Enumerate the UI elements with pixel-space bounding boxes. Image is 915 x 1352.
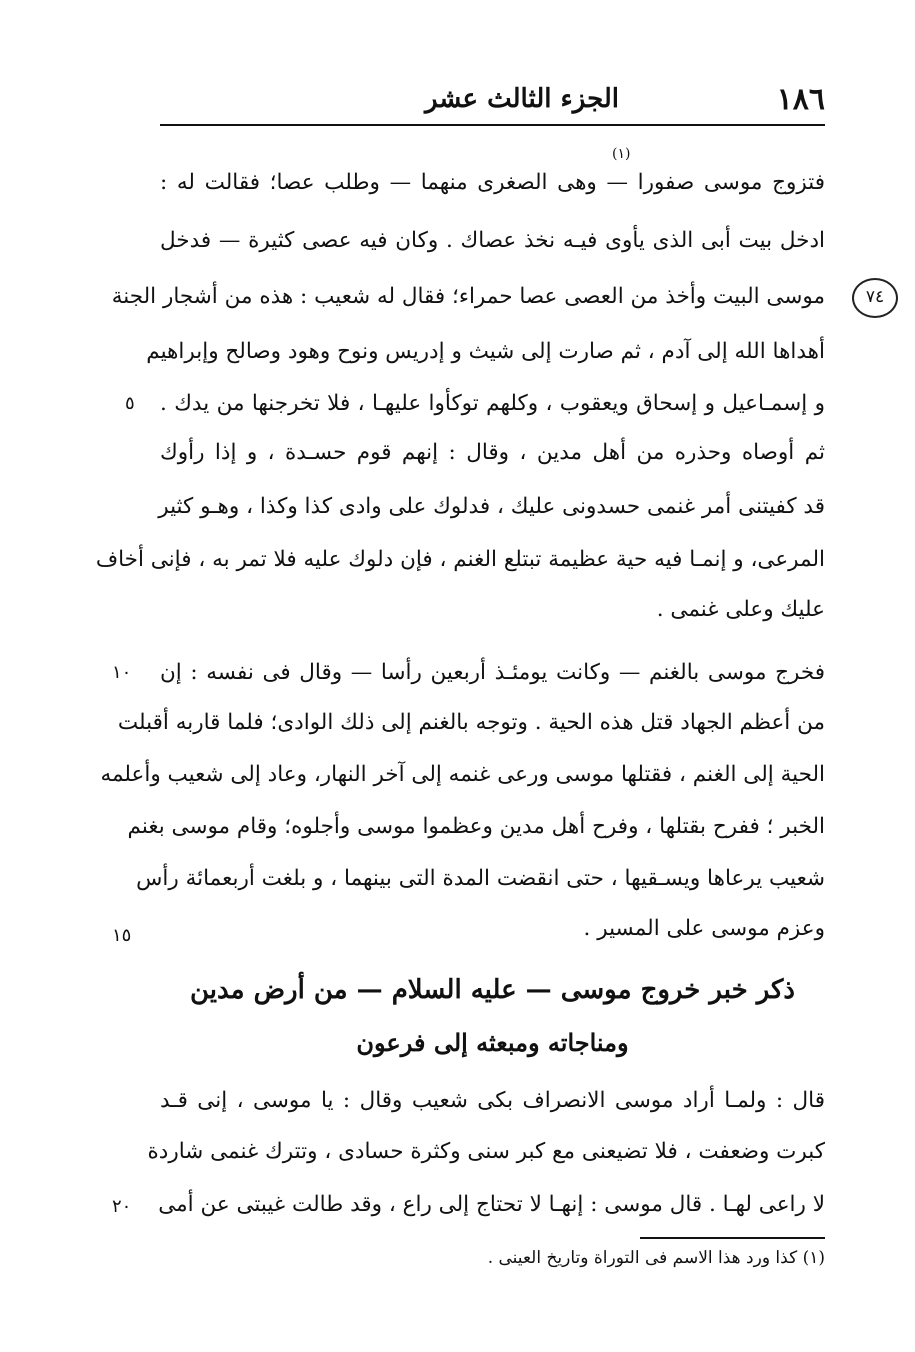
footnote-reference-mark: (١)	[612, 146, 631, 162]
body-line: ثم أوصاه وحذره من أهل مدين ، وقال : إنهم قوم حسـدة ، و إذا رأوك	[160, 440, 825, 465]
line-number-20: ٢٠	[112, 1196, 132, 1217]
body-line: قد كفيتنى أمر غنمى حسدونى عليك ، فدلوك على وادى كذا وكذا ، وهـو كثير	[158, 494, 825, 519]
body-line: موسى البيت وأخذ من العصى عصا حمراء؛ فقال له شعيب : هذه من أشجار الجنة	[111, 284, 825, 309]
header-rule	[160, 124, 825, 126]
body-line: الخبر ؛ ففرح بقتلها ، وفرح أهل مدين وعظموا موسى وأجلوه؛ وقام موسى بغنم	[127, 814, 825, 839]
body-line: الحية إلى الغنم ، فقتلها موسى ورعى غنمه إلى آخر النهار، وعاد إلى شعيب وأعلمه	[100, 762, 825, 787]
line-number-15: ١٥	[112, 925, 132, 946]
body-line: كبرت وضعفت ، فلا تضيعنى مع كبر سنى وكثرة حسادى ، وتترك غنمى شاردة	[147, 1139, 825, 1164]
body-line: المرعى، و إنمـا فيه حية عظيمة تبتلع الغنم ، فإن دلوك عليه فلا تمر به ، فإنى أخاف	[95, 547, 825, 572]
line-number-5: ٥	[125, 393, 135, 414]
body-line: لا راعى لهـا . قال موسى : إنهـا لا تحتاج إلى راع ، وقد طالت غيبتى عن أمى	[158, 1192, 825, 1217]
running-title: الجزء الثالث عشر	[425, 84, 620, 114]
page-number: ١٨٦	[776, 82, 825, 117]
body-line: و إسمـاعيل و إسحاق ويعقوب ، وكلهم توكأوا عليهـا ، فلا تخرجنها من يدك .	[160, 391, 825, 416]
section-heading: ذكر خبر خروج موسى — عليه السلام — من أرض مدين	[189, 975, 796, 1005]
section-subheading: ومناجاته ومبعثه إلى فرعون	[356, 1028, 629, 1057]
body-line: فخرج موسى بالغنم — وكانت يومئـذ أربعين رأسا — وقال فى نفسه : إن	[160, 660, 825, 685]
body-line: من أعظم الجهاد قتل هذه الحية . وتوجه بالغنم إلى ذلك الوادى؛ فلما قاربه أقبلت	[117, 710, 825, 735]
body-line: عليك وعلى غنمى .	[656, 597, 825, 622]
page-header	[160, 82, 825, 122]
body-line: قال : ولمـا أراد موسى الانصراف بكى شعيب وقال : يا موسى ، إنى قـد	[160, 1088, 825, 1113]
footnote: (١) كذا ورد هذا الاسم فى التوراة وتاريخ العينى .	[487, 1248, 825, 1268]
footnote-rule	[640, 1237, 825, 1239]
body-line: شعيب يرعاها ويسـقيها ، حتى انقضت المدة التى بينهما ، و بلغت أربعمائة رأس	[136, 866, 825, 891]
body-line: أهداها الله إلى آدم ، ثم صارت إلى شيث و إدريس ونوح وهود وصالح وإبراهيم	[146, 339, 825, 364]
body-line: ادخل بيت أبى الذى يأوى فيـه نخذ عصاك . وكان فيه عصى كثيرة — فدخل	[160, 228, 825, 253]
line-number-10: ١٠	[112, 662, 132, 683]
body-line: وعزم موسى على المسير .	[583, 916, 825, 941]
margin-page-reference: ٧٤	[852, 278, 898, 318]
body-line: فتزوج موسى صفورا — وهى الصغرى منهما — وطلب عصا؛ فقالت له :	[160, 170, 825, 195]
